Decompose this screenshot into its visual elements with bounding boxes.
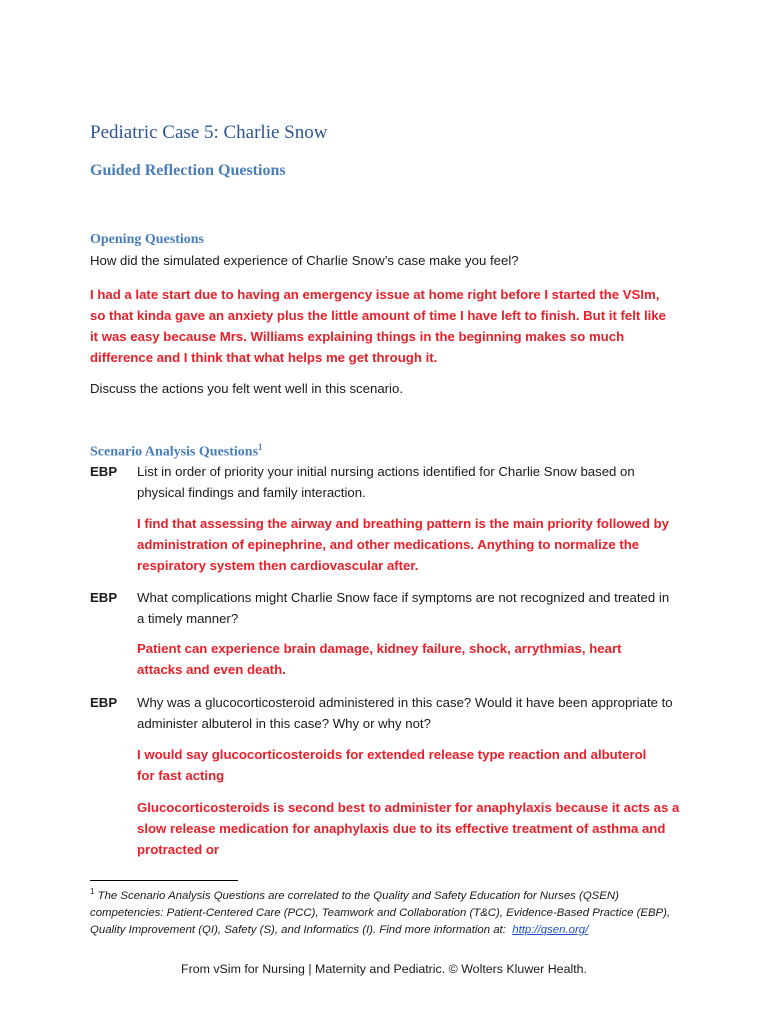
page-subtitle: Guided Reflection Questions <box>90 162 286 179</box>
scenario-answer-3a: I would say glucocorticosteroids for extended release type reaction and albuterol for fast acting <box>137 747 647 783</box>
footnote-reference: 1 <box>258 442 263 452</box>
scenario-question-1: List in order of priority your initial nursing actions identified for Charlie Snow based on physical findings and family interaction. <box>137 464 635 500</box>
page-title: Pediatric Case 5: Charlie Snow <box>90 122 328 143</box>
opening-question-1: How did the simulated experience of Charlie Snow’s case make you feel? <box>90 253 519 268</box>
scenario-answer-2: Patient can experience brain damage, kidney failure, shock, arrythmias, heart attacks and even death. <box>137 641 622 677</box>
footnote <box>90 883 680 939</box>
ebp-label-3: EBP <box>90 695 118 710</box>
footnote-marker: 1 <box>90 887 95 896</box>
opening-questions-heading: Opening Questions <box>90 232 204 247</box>
footnote-divider <box>90 880 238 881</box>
footnote-text: The Scenario Analysis Questions are correlated to the Quality and Safety Education for Nurses (QSEN) competencies: Patient-Centered Care (PCC), Teamwork and Collaboration (T&C), Evidence-Based Practice (EBP), Quality Improvement (QI), Safety (S), and Informatics (I). Find more information at: <box>90 889 671 936</box>
ebp-label-2: EBP <box>90 590 118 605</box>
page-footer: From vSim for Nursing | Maternity and Pediatric. © Wolters Kluwer Health. <box>181 962 587 976</box>
scenario-question-3: Why was a glucocorticosteroid administered in this case? Would it have been appropriate to administer albuterol in this case? Why or why not? <box>137 695 673 731</box>
qsen-link[interactable]: http://qsen.org/ <box>512 923 589 936</box>
opening-question-2: Discuss the actions you felt went well in this scenario. <box>90 381 403 396</box>
opening-answer-1: I had a late start due to having an emergency issue at home right before I started the VSIm, so that kinda gave an anxiety plus the little amount of time I have left to finish. But it felt like it was easy because Mrs. Williams explaining things in the beginning makes so much difference and I think that what helps me get through it. <box>90 287 666 365</box>
scenario-answer-1: I find that assessing the airway and breathing pattern is the main priority followed by administration of epinephrine, and other medications. Anything to normalize the respiratory system then cardiovascular after. <box>137 516 669 573</box>
scenario-answer-3b: Glucocorticosteroids is second best to administer for anaphylaxis because it acts as a slow release medication for anaphylaxis due to its effective treatment of asthma and protracted or <box>137 800 680 857</box>
scenario-analysis-heading <box>90 442 263 461</box>
scenario-question-2: What complications might Charlie Snow face if symptoms are not recognized and treated in a timely manner? <box>137 590 670 626</box>
scenario-heading-text: Scenario Analysis Questions <box>90 444 259 460</box>
ebp-label-1: EBP <box>90 464 118 479</box>
